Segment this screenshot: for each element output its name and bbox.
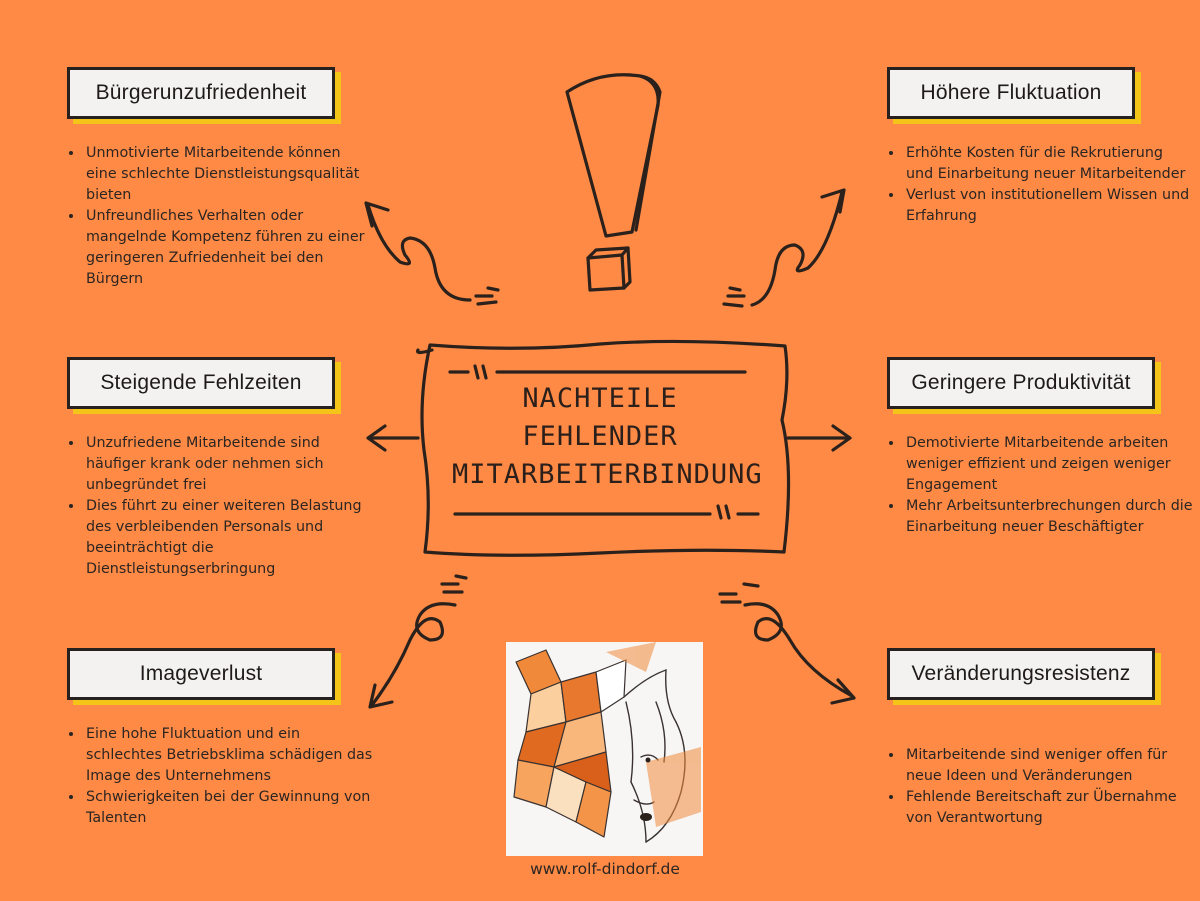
bullet-list-imageverlust: [62, 724, 374, 829]
bullet-item: • Verlust von institutionellem Wissen und Erfahrung: [904, 185, 1194, 227]
bullet-item: • Mitarbeitende sind weniger offen für neue Ideen und Veränderungen: [904, 745, 1200, 787]
center-title: [452, 380, 763, 494]
center-title-line: NACHTEILE: [522, 383, 678, 414]
exclamation-icon: [567, 75, 660, 290]
bullet-list-steigende-fehlzeiten: [62, 433, 376, 580]
bullet-item: • Demotivierte Mitarbeitende arbeiten weniger effizient und zeigen weniger Engagement: [904, 433, 1194, 496]
section-title-imageverlust: Imageverlust: [67, 648, 335, 700]
bullet-item: • Unzufriedene Mitarbeitende sind häufiger krank oder nehmen sich unbegründet frei: [84, 433, 376, 496]
website-link[interactable]: www.rolf-dindorf.de: [530, 860, 680, 878]
bullet-list-veraenderungsresistenz: [882, 745, 1200, 829]
arrow-right: [788, 426, 850, 450]
arrow-bottom-right: [720, 584, 854, 703]
section-title-hoehere-fluktuation: Höhere Fluktuation: [887, 67, 1135, 119]
bullet-item: • Unmotivierte Mitarbeitende können eine schlechte Dienstleistungsqualität bieten: [84, 143, 374, 206]
arrow-top-right: [724, 190, 844, 306]
section-title-buergerunzufriedenheit: Bürgerunzufriedenheit: [67, 67, 335, 119]
section-title-steigende-fehlzeiten: Steigende Fehlzeiten: [67, 357, 335, 409]
bullet-item: • Fehlende Bereitschaft zur Übernahme von Verantwortung: [904, 787, 1200, 829]
bullet-item: • Schwierigkeiten bei der Gewinnung von Talenten: [84, 787, 374, 829]
center-title-line: FEHLENDER: [522, 421, 678, 452]
bullet-item: • Eine hohe Fluktuation und ein schlechtes Betriebsklima schädigen das Image des Unternehmens: [84, 724, 374, 787]
bullet-item: • Erhöhte Kosten für die Rekrutierung und Einarbeitung neuer Mitarbeitender: [904, 143, 1194, 185]
bullet-item: • Dies führt zu einer weiteren Belastung des verbleibenden Personals und beeinträchtigt die Dienstleistungserbringung: [84, 496, 376, 580]
bullet-list-geringere-produktivitaet: [882, 433, 1194, 538]
arrow-bottom-left: [370, 576, 466, 707]
fox-logo-icon: [506, 642, 703, 856]
bullet-list-buergerunzufriedenheit: [62, 143, 374, 290]
bullet-item: • Unfreundliches Verhalten oder mangelnde Kompetenz führen zu einer geringeren Zufriedenheit bei den Bürgern: [84, 206, 374, 290]
bullet-list-hoehere-fluktuation: [882, 143, 1194, 227]
bullet-item: • Mehr Arbeitsunterbrechungen durch die Einarbeitung neuer Beschäftigter: [904, 496, 1194, 538]
section-title-geringere-produktivitaet: Geringere Produktivität: [887, 357, 1155, 409]
arrow-top-left: [366, 203, 498, 304]
center-title-line: MITARBEITERBINDUNG: [452, 459, 763, 490]
section-title-veraenderungsresistenz: Veränderungsresistenz: [887, 648, 1155, 700]
fox-logo: [506, 642, 703, 856]
